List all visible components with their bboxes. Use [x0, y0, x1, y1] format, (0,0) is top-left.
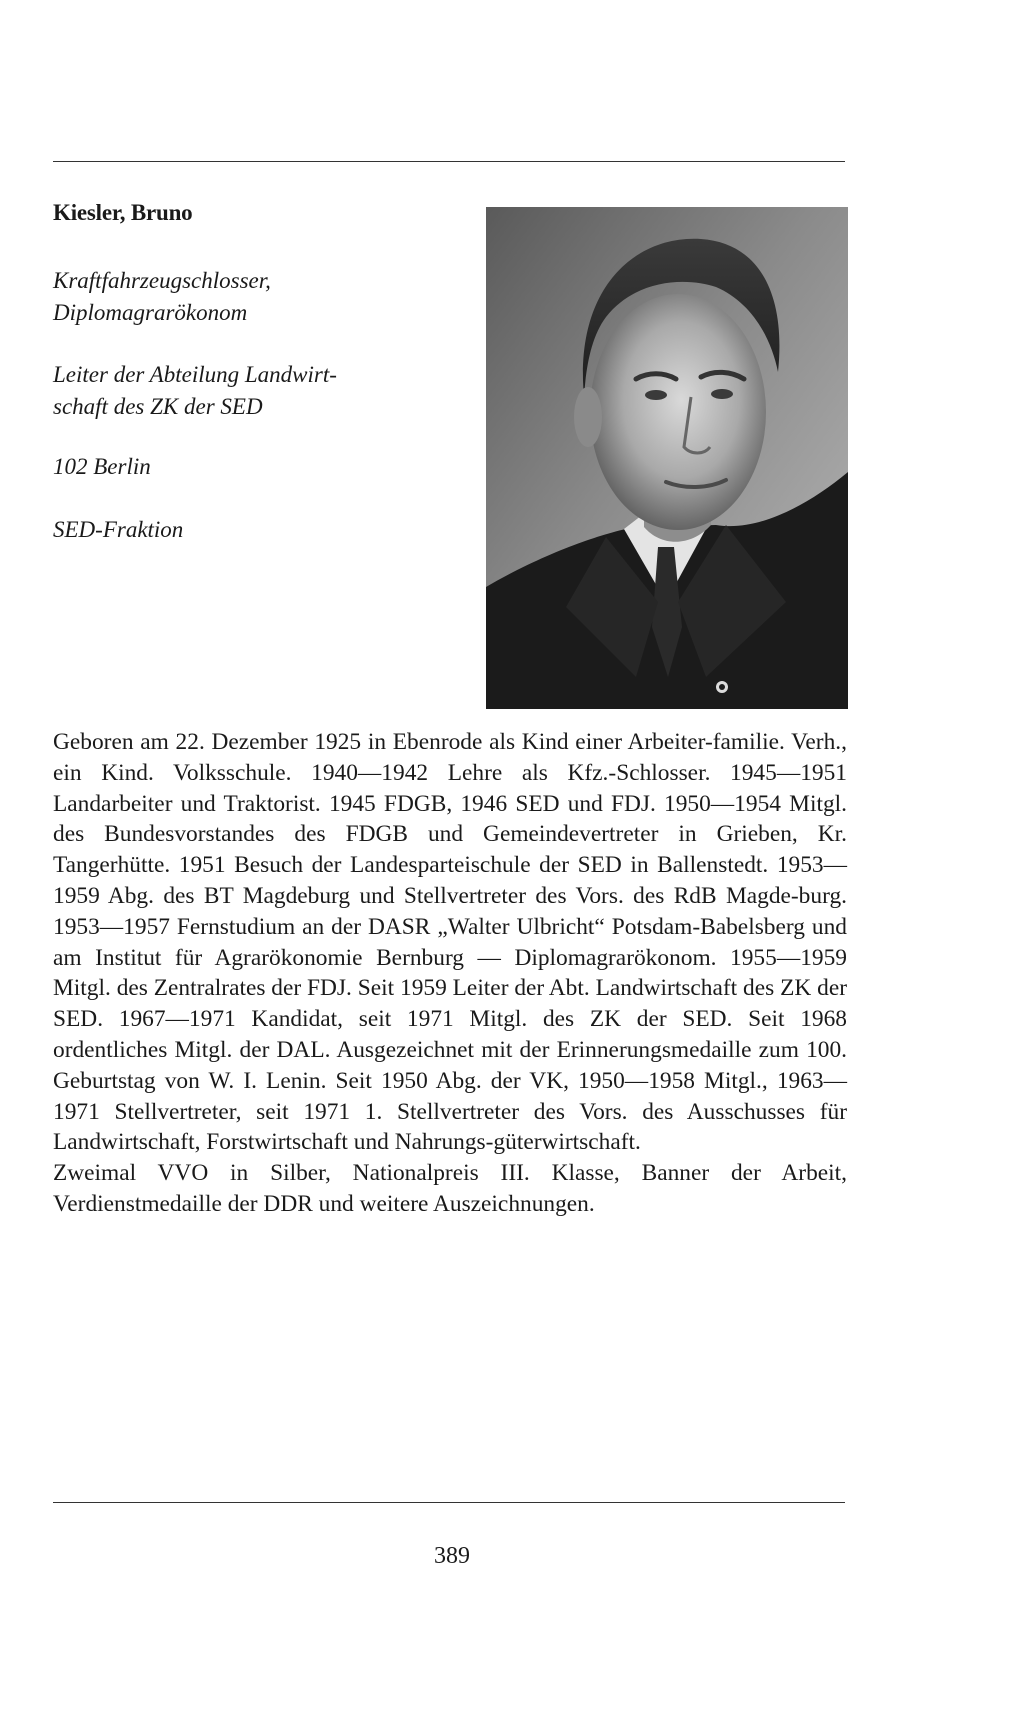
top-divider	[53, 161, 845, 162]
biography-text	[53, 727, 847, 1220]
portrait-photo-icon	[486, 207, 848, 709]
biography-paragraph-1: Geboren am 22. Dezember 1925 in Ebenrode als Kind einer Arbeiter-familie. Verh., ein Kind. Volksschule. 1940—1942 Lehre als Kfz.-Schlosser. 1945—1951 Landarbeiter und Traktorist. 1945 FDGB, 1946 SED und FDJ. 1950—1954 Mitgl. des Bundesvorstandes des FDGB und Gemeindevertreter in Grieben, Kr. Tangerhütte. 1951 Besuch der Landesparteischule der SED in Ballenstedt. 1953—1959 Abg. des BT Magdeburg und Stellvertreter des Vors. des RdB Magde-burg. 1953—1957 Fernstudium an der DASR „Walter Ulbricht“ Potsdam-Babelsberg und am Institut für Agrarökonomie Bernburg — Diplomagrarökonom. 1955—1959 Mitgl. des Zentralrates der FDJ. Seit 1959 Leiter der Abt. Landwirtschaft des ZK der SED. 1967—1971 Kandidat, seit 1971 Mitgl. des ZK der SED. Seit 1968 ordentliches Mitgl. der DAL. Ausgezeichnet mit der Erinnerungsmedaille zum 100. Geburtstag von W. I. Lenin. Seit 1950 Abg. der VK, 1950—1958 Mitgl., 1963—1971 Stellvertreter, seit 1971 1. Stellvertreter des Vors. des Ausschusses für Landwirtschaft, Forstwirtschaft und Nahrungs-güterwirtschaft.	[53, 729, 847, 1156]
person-name: Kiesler, Bruno	[53, 200, 193, 225]
profession-line-2: Diplomagrarökonom	[53, 300, 248, 325]
person-position	[53, 359, 473, 423]
person-faction: SED-Fraktion	[53, 517, 184, 542]
profession-line-1: Kraftfahrzeugschlosser,	[53, 268, 271, 293]
position-line-2: schaft des ZK der SED	[53, 394, 263, 419]
person-profession	[53, 265, 473, 329]
position-line-1: Leiter der Abteilung Landwirt-	[53, 362, 337, 387]
bottom-divider	[53, 1502, 845, 1503]
biography-paragraph-2: Zweimal VVO in Silber, Nationalpreis III. Klasse, Banner der Arbeit, Verdienstmedaille der DDR und weitere Auszeichnungen.	[53, 1160, 847, 1217]
page-number: 389	[434, 1543, 470, 1569]
person-city: 102 Berlin	[53, 454, 151, 479]
